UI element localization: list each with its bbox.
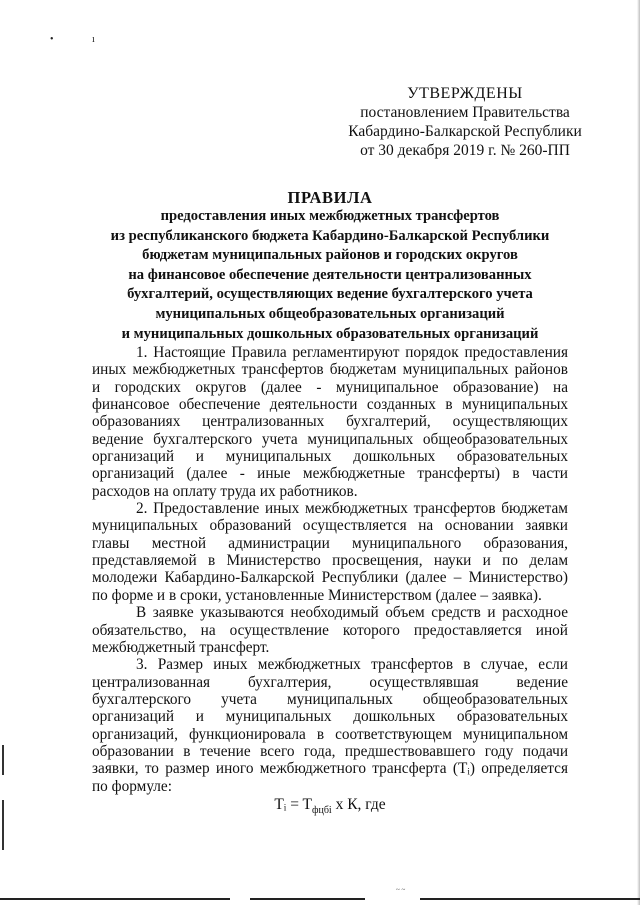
paragraph-2-continued: В заявке указываются необходимый объем средств и расходное обязательство, на осуществление которого предоставляется иной межбюджетный трансферт. (92, 604, 568, 656)
approval-title: УТВЕРЖДЕНЫ (407, 85, 523, 102)
document-subtitle (80, 207, 580, 344)
scan-artifact-marks: • ı (50, 34, 113, 45)
approval-line-3: от 30 декабря 2019 г. № 260-ПП (360, 142, 570, 159)
document-title: ПРАВИЛА (287, 188, 373, 207)
scan-bottom-rule (420, 898, 640, 900)
paragraph-1: 1. Настоящие Правила регламентируют порядок предоставления иных межбюджетных трансфертов бюджетам муниципальных районов и городских округов (далее - муниципальное образование) на финансовое обеспечение деятельности созданных в муниципальных образованиях централизованных бухгалтерий, осуществляющих ведение бухгалтерского учета муниципальных общеобразовательных организаций и муниципальных дошкольных образовательных организаций (далее - иные межбюджетные трансферты) в части расходов на оплату труда их работников. (92, 344, 568, 500)
scan-bottom-rule (0, 898, 230, 900)
approval-line-1: постановлением Правительства (360, 104, 570, 121)
paragraph-3: 3. Размер иных межбюджетных трансфертов в случае, если централизованная бухгалтерия, осуществлявшая ведение бухгалтерского учета муниципальных общеобразовательных организаций и муниципальных дошкольных образовательных организаций, функционировала в соответствующем муниципальном образовании в течение всего года, предшествовавшего году подачи заявки, то размер иного межбюджетного трансферта (Tᵢ) определяется по формуле: (92, 656, 568, 795)
scan-left-edge-mark (2, 800, 4, 850)
formula (92, 796, 568, 816)
subtitle-line: и муниципальных дошкольных образовательных организаций (121, 325, 539, 342)
document-body (92, 344, 568, 795)
formula-rhs: х К, где (331, 796, 386, 813)
subtitle-line: бюджетам муниципальных районов и городских округов (142, 247, 518, 264)
scan-left-edge-mark (2, 745, 4, 775)
footer-mark: ~ ~ (396, 886, 406, 894)
subtitle-line: предоставления иных межбюджетных трансфертов (160, 208, 500, 224)
paragraph-2: 2. Предоставление иных межбюджетных трансфертов бюджетам муниципальных образований осуществляется на основании заявки главы местной администрации муниципального образования, представляемой в Министерство просвещения, науки и по делам молодежи Кабардино-Балкарской Республики (далее – Министерство) по форме и в сроки, установленные Министерством (далее – заявка). (92, 500, 568, 604)
subtitle-line: муниципальных общеобразовательных организаций (155, 305, 505, 322)
subtitle-line: из республиканского бюджета Кабардино-Балкарской Республики (110, 227, 550, 244)
subtitle-line: на финансовое обеспечение деятельности централизованных (128, 266, 532, 283)
formula-subscript: фцбi (312, 805, 332, 817)
approval-line-2: Кабардино-Балкарской Республики (348, 123, 582, 140)
approval-block (330, 84, 600, 160)
formula-lhs: Tᵢ = T (274, 796, 313, 813)
subtitle-line: бухгалтерий, осуществляющих ведение бухгалтерского учета (127, 286, 533, 303)
scan-bottom-rule (250, 898, 365, 900)
